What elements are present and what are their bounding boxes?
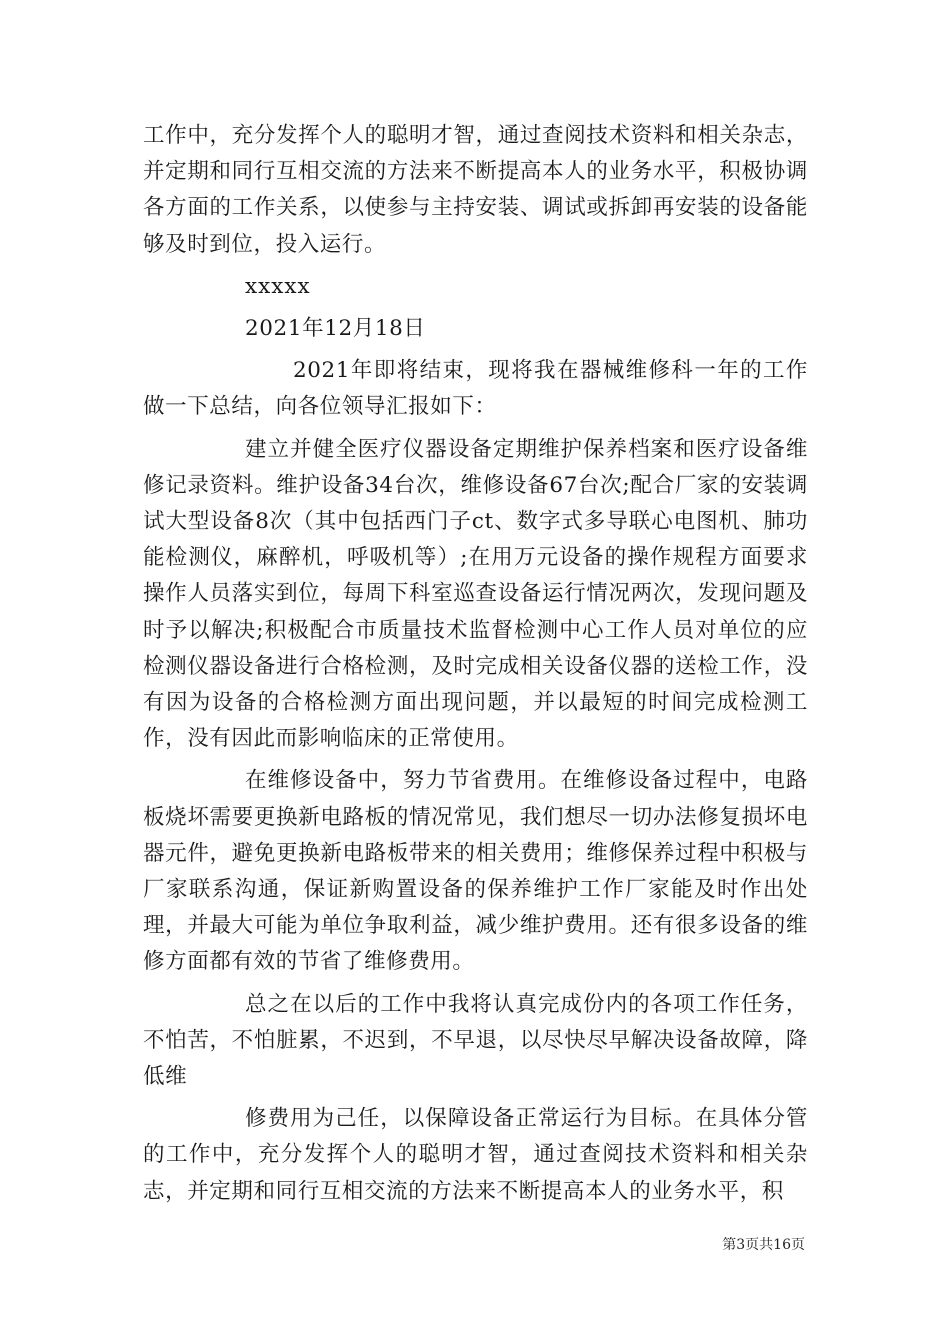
paragraph-conclusion: 总之在以后的工作中我将认真完成份内的各项工作任务，不怕苦，不怕脏累，不迟到，不早退，以尽快尽早解决设备故障，降低维	[143, 991, 808, 1090]
paragraph-continuation: 工作中，充分发挥个人的聪明才智，通过查阅技术资料和相关杂志，并定期和同行互相交流的方法来不断提高本人的业务水平，积极协调各方面的工作关系，以使参与主持安装、调试或拆卸再安装的设备能够及时到位，投入运行。	[143, 123, 808, 257]
paragraph-cost-saving: 在维修设备中，努力节省费用。在维修设备过程中，电路板烧坏需要更换新电路板的情况常见，我们想尽一切办法修复损坏电器元件，避免更换新电路板带来的相关费用；维修保养过程中积极与厂家联系沟通，保证新购置设备的保养维护工作厂家能及时作出处理，并最大可能为单位争取利益，减少维护费用。还有很多设备的维修方面都有效的节省了维修费用。	[143, 768, 808, 975]
document-body	[143, 118, 808, 1210]
paragraph-maintenance: 建立并健全医疗仪器设备定期维护保养档案和医疗设备维修记录资料。维护设备34台次，维修设备67台次;配合厂家的安装调试大型设备8次（其中包括西门子ct、数字式多导联心电图机、肺功能检测仪，麻醉机，呼吸机等）;在用万元设备的操作规程方面要求操作人员落实到位，每周下科室巡查设备运行情况两次，发现问题及时予以解决;积极配合市质量技术监督检测中心工作人员对单位的应检测仪器设备进行合格检测，及时完成相关设备仪器的送检工作，没有因为设备的合格检测方面出现问题，并以最短的时间完成检测工作，没有因此而影响临床的正常使用。	[143, 436, 808, 752]
signature-name: xxxxx	[245, 273, 311, 299]
paragraph-continued: 修费用为己任，以保障设备正常运行为目标。在具体分管的工作中，充分发挥个人的聪明才智，通过查阅技术资料和相关杂志，并定期和同行互相交流的方法来不断提高本人的业务水平，积	[143, 1106, 808, 1204]
signature-date: 2021年12月18日	[245, 316, 426, 342]
paragraph-intro: 2021年即将结束，现将我在器械维修科一年的工作做一下总结，向各位领导汇报如下：	[143, 358, 808, 420]
page-number: 第3页共16页	[722, 1237, 805, 1253]
